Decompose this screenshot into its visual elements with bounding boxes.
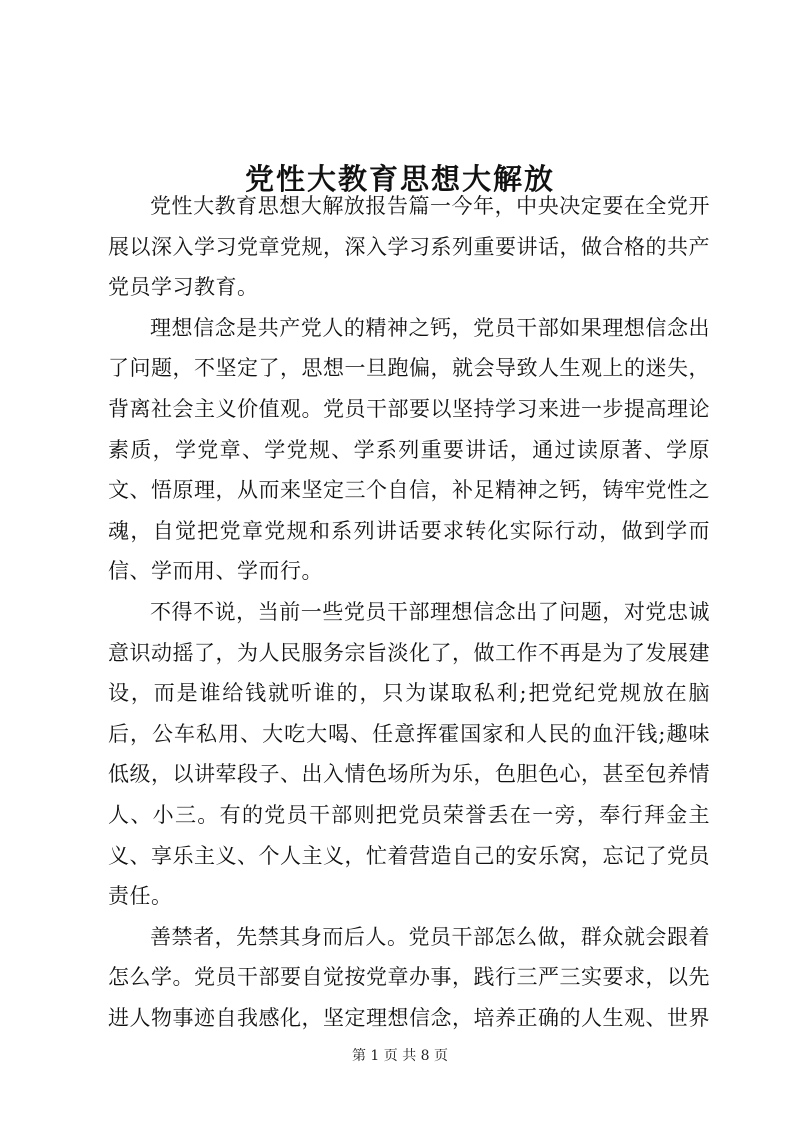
paragraph-4: 善禁者，先禁其身而后人。党员干部怎么做，群众就会跟着怎么学。党员干部要自觉按党章办事，践行三严三实要求，以先进人物事迹自我感化，坚定理想信念，培养正确的人生观、世界: [108, 924, 710, 1030]
paragraph-2: 理想信念是共产党人的精神之钙，党员干部如果理想信念出了问题，不坚定了，思想一旦跑偏，就会导致人生观上的迷失，背离社会主义价值观。党员干部要以坚持学习来进一步提高理论素质，学党章、学党规、学系列重要讲话，通过读原著、学原文、悟原理，从而来坚定三个自信，补足精神之钙，铸牢党性之魂，自觉把党章党规和系列讲话要求转化实际行动，做到学而信、学而用、学而行。: [108, 315, 710, 584]
paragraph-3: 不得不说，当前一些党员干部理想信念出了问题，对党忠诚意识动摇了，为人民服务宗旨淡化了，做工作不再是为了发展建设，而是谁给钱就听谁的，只为谋取私利;把党纪党规放在脑后，公车私用、大吃大喝、任意挥霍国家和人民的血汗钱;趣味低级，以讲荤段子、出入情色场所为乐，色胆色心，甚至包养情人、小三。有的党员干部则把党员荣誉丢在一旁，奉行拜金主义、享乐主义、个人主义，忙着营造自己的安乐窝，忘记了党员责任。: [108, 599, 710, 909]
document-body: [108, 186, 710, 1038]
document-title: 党性大教育思想大解放: [244, 162, 555, 197]
page-number-footer: 第 1 页 共 8 页: [351, 1048, 449, 1064]
paragraph-1: 党性大教育思想大解放报告篇一今年，中央决定要在全党开展以深入学习党章党规，深入学习系列重要讲话，做合格的共产党员学习教育。: [108, 194, 710, 300]
